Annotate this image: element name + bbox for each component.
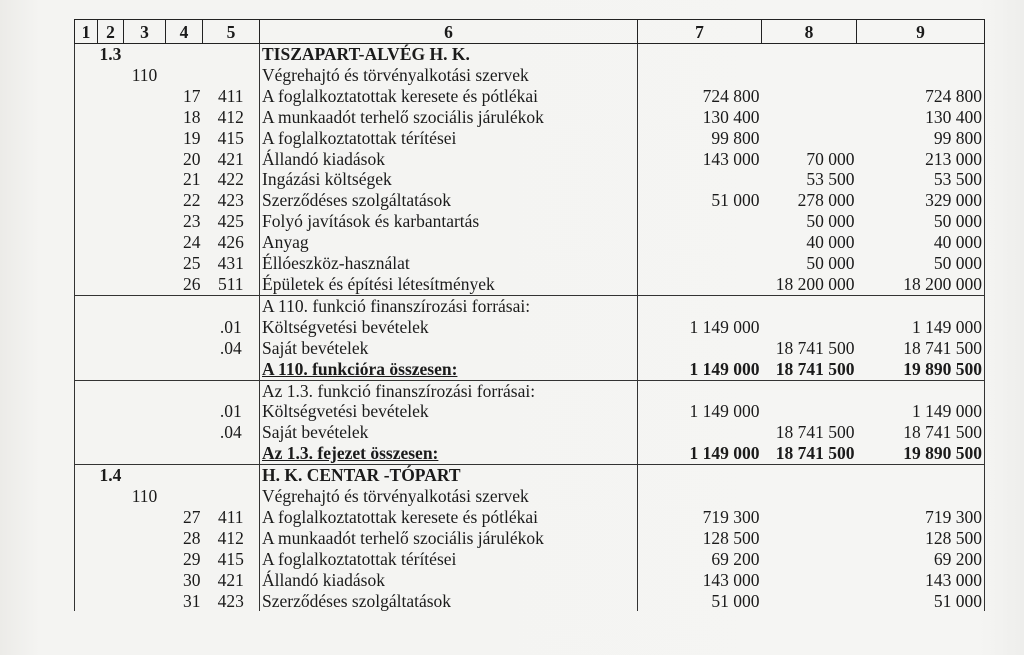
- cell-col1: [75, 149, 98, 170]
- cell-description: A foglalkoztatottak térítései: [260, 549, 638, 570]
- cell-account-code: [203, 65, 260, 86]
- column-header: 6: [260, 20, 638, 44]
- cell-value-col7: 69 200: [638, 549, 762, 570]
- table-row-srchead: [75, 380, 985, 401]
- cell-value-col7: 51 000: [638, 591, 762, 612]
- cell-value-col9: 53 500: [857, 169, 985, 190]
- cell-function-code: [124, 338, 166, 359]
- cell-col1: [75, 507, 98, 528]
- cell-item-number: 18: [183, 106, 201, 127]
- cell-description: Ingázási költségek: [260, 169, 638, 190]
- cell-description: A foglalkoztatottak keresete és pótlékai: [260, 86, 638, 107]
- cell-value-col8: 18 741 500: [762, 443, 857, 464]
- cell-value-col9: 724 800: [857, 86, 985, 107]
- cell-value-col7: 719 300: [638, 507, 762, 528]
- cell-item-number: 19: [183, 127, 201, 148]
- cell-value-col9: 99 800: [857, 128, 985, 149]
- cell-value-col9: 130 400: [857, 107, 985, 128]
- cell-col1: [75, 107, 98, 128]
- cell-account-code: [203, 295, 260, 316]
- cell-account-code: [203, 443, 260, 464]
- table-row-item: [75, 274, 985, 295]
- cell-function-code: [124, 317, 166, 338]
- cell-value-col8: [762, 507, 857, 528]
- cell-function-code: [124, 422, 166, 443]
- cell-value-col7: [638, 211, 762, 232]
- cell-value-col7: [638, 422, 762, 443]
- cell-function-code: [124, 190, 166, 211]
- table-row-total: [75, 443, 985, 464]
- cell-value-col8: [762, 107, 857, 128]
- cell-value-col8: [762, 528, 857, 549]
- cell-account-code: 421: [217, 148, 244, 169]
- cell-account-code: 426: [217, 232, 244, 253]
- cell-function-code: [124, 295, 166, 316]
- cell-description: Végrehajtó és törvényalkotási szervek: [260, 486, 638, 507]
- cell-value-col9: 19 890 500: [857, 443, 985, 464]
- cell-section-number: [98, 169, 124, 190]
- cell-function-code: [124, 591, 166, 612]
- cell-col1: [75, 443, 98, 464]
- cell-account-code: 423: [217, 190, 244, 211]
- table-row-func: [75, 65, 985, 86]
- cell-section-number: [98, 211, 124, 232]
- column-header: 4: [166, 20, 203, 44]
- cell-value-col8: 53 500: [806, 169, 855, 190]
- cell-function-code: [124, 274, 166, 295]
- cell-value-col7: [638, 380, 762, 401]
- cell-description: Állandó kiadások: [260, 149, 638, 170]
- cell-section-number: [98, 149, 124, 170]
- table-header: [75, 20, 985, 44]
- cell-section-number: [98, 107, 124, 128]
- cell-item-number: [166, 44, 203, 65]
- cell-function-code: [124, 507, 166, 528]
- cell-col1: [75, 338, 98, 359]
- cell-value-col8: [762, 591, 857, 612]
- cell-value-col8: [762, 486, 857, 507]
- table-row-srchead: [75, 295, 985, 316]
- cell-col1: [75, 549, 98, 570]
- cell-value-col7: 143 000: [638, 570, 762, 591]
- cell-value-col7: [638, 253, 762, 274]
- cell-value-col8: 18 741 500: [762, 359, 857, 380]
- table-body: [75, 44, 985, 612]
- cell-col1: [75, 44, 98, 65]
- cell-section-number: [98, 317, 124, 338]
- cell-value-col7: [638, 338, 762, 359]
- cell-description: Állandó kiadások: [260, 570, 638, 591]
- cell-function-code: [124, 149, 166, 170]
- cell-col1: [75, 169, 98, 190]
- cell-function-code: [124, 211, 166, 232]
- cell-section-number: 1.3: [99, 44, 122, 64]
- cell-item-number: [166, 443, 203, 464]
- cell-account-code: 421: [217, 569, 244, 590]
- cell-description: Költségvetési bevételek: [260, 317, 638, 338]
- cell-value-col9: 69 200: [857, 549, 985, 570]
- cell-section-number: [98, 338, 124, 359]
- cell-value-col9: 19 890 500: [857, 359, 985, 380]
- cell-function-code: [124, 380, 166, 401]
- cell-value-col8: [762, 65, 857, 86]
- cell-function-code: [124, 570, 166, 591]
- cell-description: A foglalkoztatottak keresete és pótlékai: [260, 507, 638, 528]
- cell-account-code: .04: [219, 422, 242, 443]
- cell-value-col7: 1 149 000: [638, 359, 762, 380]
- cell-account-code: .01: [219, 401, 242, 422]
- table-row-item: [75, 591, 985, 612]
- cell-account-code: 415: [217, 548, 244, 569]
- cell-col1: [75, 295, 98, 316]
- cell-description: Saját bevételek: [260, 422, 638, 443]
- cell-section-number: [98, 295, 124, 316]
- cell-value-col7: 143 000: [638, 149, 762, 170]
- cell-item-number: 29: [183, 548, 201, 569]
- cell-value-col8: [762, 549, 857, 570]
- cell-function-code: [124, 253, 166, 274]
- cell-value-col8: [762, 465, 857, 486]
- cell-description: A 110. funkció finanszírozási forrásai:: [260, 295, 638, 316]
- cell-item-number: 24: [183, 232, 201, 253]
- cell-account-code: [203, 486, 260, 507]
- cell-value-col9: [857, 465, 985, 486]
- cell-value-col8: [762, 401, 857, 422]
- section-title: H. K. CENTAR -TÓPART: [260, 465, 638, 486]
- cell-section-number: [98, 274, 124, 295]
- cell-description: Épületek és építési létesítmények: [260, 274, 638, 295]
- cell-item-number: 21: [183, 169, 201, 190]
- column-header: 5: [203, 20, 260, 44]
- cell-function-code: [124, 128, 166, 149]
- cell-item-number: 23: [183, 211, 201, 232]
- cell-col1: [75, 422, 98, 443]
- cell-description: A munkaadót terhelő szociális járulékok: [260, 107, 638, 128]
- cell-account-code: .01: [219, 316, 242, 337]
- table-row-item: [75, 253, 985, 274]
- cell-value-col7: 51 000: [638, 190, 762, 211]
- cell-value-col8: [762, 570, 857, 591]
- cell-item-number: [166, 380, 203, 401]
- cell-section-number: [98, 128, 124, 149]
- cell-value-col8: [762, 128, 857, 149]
- cell-description: A 110. funkcióra összesen:: [260, 359, 638, 380]
- cell-value-col7: [638, 232, 762, 253]
- cell-col1: [75, 317, 98, 338]
- cell-col1: [75, 591, 98, 612]
- column-header: 2: [98, 20, 124, 44]
- cell-description: A foglalkoztatottak térítései: [260, 128, 638, 149]
- cell-section-number: 1.4: [98, 465, 124, 486]
- table-row-section: [75, 465, 985, 486]
- cell-item-number: 22: [183, 190, 201, 211]
- cell-section-number: [98, 507, 124, 528]
- cell-account-code: [203, 44, 260, 65]
- cell-description: Szerződéses szolgáltatások: [260, 591, 638, 612]
- cell-item-number: 20: [183, 148, 201, 169]
- cell-description: Saját bevételek: [260, 338, 638, 359]
- column-header: 3: [124, 20, 166, 44]
- cell-function-code: [124, 528, 166, 549]
- cell-item-number: [166, 486, 203, 507]
- table-row-section: [75, 44, 985, 65]
- cell-value-col9: 329 000: [857, 190, 985, 211]
- cell-section-number: [98, 486, 124, 507]
- cell-col1: [75, 190, 98, 211]
- cell-function-code: [124, 401, 166, 422]
- cell-description: Költségvetési bevételek: [260, 401, 638, 422]
- cell-section-number: [98, 232, 124, 253]
- cell-value-col7: 1 149 000: [638, 317, 762, 338]
- cell-value-col8: 18 200 000: [775, 273, 855, 294]
- cell-section-number: [98, 549, 124, 570]
- cell-value-col9: 1 149 000: [857, 401, 985, 422]
- cell-account-code: 412: [217, 106, 244, 127]
- cell-value-col8: 50 000: [806, 253, 855, 274]
- cell-value-col9: 18 200 000: [857, 274, 985, 295]
- column-header: 1: [75, 20, 98, 44]
- cell-account-code: 511: [217, 273, 244, 294]
- cell-value-col8: 18 741 500: [775, 337, 855, 358]
- cell-value-col9: [857, 65, 985, 86]
- cell-item-number: 31: [183, 590, 201, 611]
- cell-col1: [75, 86, 98, 107]
- cell-value-col7: 99 800: [638, 128, 762, 149]
- cell-value-col9: [857, 44, 985, 65]
- cell-value-col7: [638, 465, 762, 486]
- cell-account-code: [203, 359, 260, 380]
- cell-item-number: 28: [183, 527, 201, 548]
- cell-col1: [75, 253, 98, 274]
- cell-col1: [75, 274, 98, 295]
- cell-account-code: .04: [219, 337, 242, 358]
- cell-account-code: [203, 380, 260, 401]
- table-row-item: [75, 169, 985, 190]
- cell-value-col9: 18 741 500: [857, 338, 985, 359]
- cell-item-number: [166, 401, 203, 422]
- cell-account-code: 423: [217, 590, 244, 611]
- cell-col1: [75, 359, 98, 380]
- table-row-item: [75, 86, 985, 107]
- cell-value-col8: [762, 380, 857, 401]
- table-row-src: [75, 422, 985, 443]
- table-row-func: [75, 486, 985, 507]
- table-row-item: [75, 507, 985, 528]
- table-row-src: [75, 338, 985, 359]
- cell-col1: [75, 232, 98, 253]
- cell-value-col7: [638, 169, 762, 190]
- table-row-item: [75, 528, 985, 549]
- cell-account-code: 422: [217, 169, 244, 190]
- cell-item-number: [166, 359, 203, 380]
- cell-function-code: [124, 465, 166, 486]
- cell-description: Anyag: [260, 232, 638, 253]
- cell-col1: [75, 401, 98, 422]
- cell-value-col9: 50 000: [857, 211, 985, 232]
- cell-function-code: [124, 44, 166, 65]
- cell-section-number: [98, 253, 124, 274]
- cell-section-number: [98, 86, 124, 107]
- cell-value-col8: 70 000: [806, 148, 855, 169]
- table-row-item: [75, 128, 985, 149]
- cell-value-col7: [638, 274, 762, 295]
- cell-section-number: [98, 422, 124, 443]
- cell-value-col9: 51 000: [857, 591, 985, 612]
- cell-value-col9: 18 741 500: [857, 422, 985, 443]
- cell-function-code: [124, 86, 166, 107]
- cell-col1: [75, 211, 98, 232]
- table-row-item: [75, 107, 985, 128]
- cell-value-col7: [638, 486, 762, 507]
- table-row-item: [75, 232, 985, 253]
- cell-section-number: [98, 190, 124, 211]
- cell-function-code: [124, 107, 166, 128]
- table-row-src: [75, 401, 985, 422]
- cell-item-number: 30: [183, 569, 201, 590]
- cell-function-code: [124, 443, 166, 464]
- cell-item-number: [166, 338, 203, 359]
- cell-value-col8: 50 000: [806, 211, 855, 232]
- cell-description: Folyó javítások és karbantartás: [260, 211, 638, 232]
- cell-section-number: [98, 570, 124, 591]
- cell-value-col9: [857, 380, 985, 401]
- cell-value-col8: [762, 86, 857, 107]
- cell-col1: [75, 570, 98, 591]
- cell-value-col8: 18 741 500: [775, 422, 855, 443]
- cell-value-col9: 143 000: [857, 570, 985, 591]
- section-title: TISZAPART-ALVÉG H. K.: [260, 44, 638, 65]
- cell-value-col8: [762, 317, 857, 338]
- cell-function-code: 110: [131, 64, 158, 85]
- cell-section-number: [98, 528, 124, 549]
- cell-function-code: [124, 169, 166, 190]
- cell-item-number: 25: [183, 253, 201, 274]
- cell-section-number: [98, 65, 124, 86]
- cell-value-col8: [762, 295, 857, 316]
- cell-description: Szerződéses szolgáltatások: [260, 190, 638, 211]
- cell-value-col9: 1 149 000: [857, 317, 985, 338]
- cell-col1: [75, 486, 98, 507]
- table-row-src: [75, 317, 985, 338]
- table-row-item: [75, 211, 985, 232]
- table-row-total: [75, 359, 985, 380]
- cell-function-code: [124, 359, 166, 380]
- column-header: 8: [762, 20, 857, 44]
- cell-description: Az 1.3. funkció finanszírozási forrásai:: [260, 380, 638, 401]
- cell-value-col7: [638, 295, 762, 316]
- cell-value-col9: 40 000: [857, 232, 985, 253]
- cell-item-number: [166, 65, 203, 86]
- cell-col1: [75, 465, 98, 486]
- cell-function-code: [124, 549, 166, 570]
- cell-col1: [75, 380, 98, 401]
- cell-description: Éllóeszköz-használat: [260, 253, 638, 274]
- cell-value-col7: 1 149 000: [638, 443, 762, 464]
- cell-col1: [75, 528, 98, 549]
- budget-table: [74, 19, 985, 611]
- cell-value-col8: 40 000: [806, 232, 855, 253]
- cell-account-code: 425: [217, 211, 244, 232]
- cell-item-number: [166, 317, 203, 338]
- cell-description: A munkaadót terhelő szociális járulékok: [260, 528, 638, 549]
- cell-section-number: [98, 401, 124, 422]
- cell-item-number: 26: [183, 273, 201, 294]
- cell-value-col7: 724 800: [638, 86, 762, 107]
- cell-value-col8: 278 000: [797, 190, 855, 211]
- table-row-item: [75, 149, 985, 170]
- column-header: 7: [638, 20, 762, 44]
- cell-section-number: [98, 359, 124, 380]
- table-row-item: [75, 190, 985, 211]
- cell-description: Végrehajtó és törvényalkotási szervek: [260, 65, 638, 86]
- cell-value-col9: [857, 486, 985, 507]
- table-row-item: [75, 570, 985, 591]
- cell-item-number: 27: [183, 506, 201, 527]
- cell-account-code: [203, 465, 260, 486]
- cell-col1: [75, 65, 98, 86]
- cell-value-col9: 719 300: [857, 507, 985, 528]
- cell-section-number: [98, 380, 124, 401]
- cell-value-col9: [857, 295, 985, 316]
- cell-value-col9: 50 000: [857, 253, 985, 274]
- cell-account-code: 431: [217, 253, 244, 274]
- cell-item-number: [166, 295, 203, 316]
- cell-account-code: 411: [217, 85, 244, 106]
- table-row-item: [75, 549, 985, 570]
- cell-function-code: 110: [131, 486, 158, 507]
- cell-item-number: [166, 422, 203, 443]
- cell-item-number: 17: [183, 85, 201, 106]
- cell-description: Az 1.3. fejezet összesen:: [260, 443, 638, 464]
- cell-value-col9: 128 500: [857, 528, 985, 549]
- cell-account-code: 412: [217, 527, 244, 548]
- cell-section-number: [98, 591, 124, 612]
- cell-value-col9: 213 000: [857, 149, 985, 170]
- cell-value-col7: 1 149 000: [638, 401, 762, 422]
- cell-value-col7: [638, 65, 762, 86]
- cell-account-code: 411: [217, 506, 244, 527]
- cell-value-col7: [638, 44, 762, 65]
- cell-function-code: [124, 232, 166, 253]
- cell-account-code: 415: [217, 127, 244, 148]
- cell-value-col7: 130 400: [638, 107, 762, 128]
- column-header: 9: [857, 20, 985, 44]
- cell-section-number: [98, 443, 124, 464]
- cell-col1: [75, 128, 98, 149]
- cell-value-col8: [762, 44, 857, 65]
- cell-item-number: [166, 465, 203, 486]
- cell-value-col7: 128 500: [638, 528, 762, 549]
